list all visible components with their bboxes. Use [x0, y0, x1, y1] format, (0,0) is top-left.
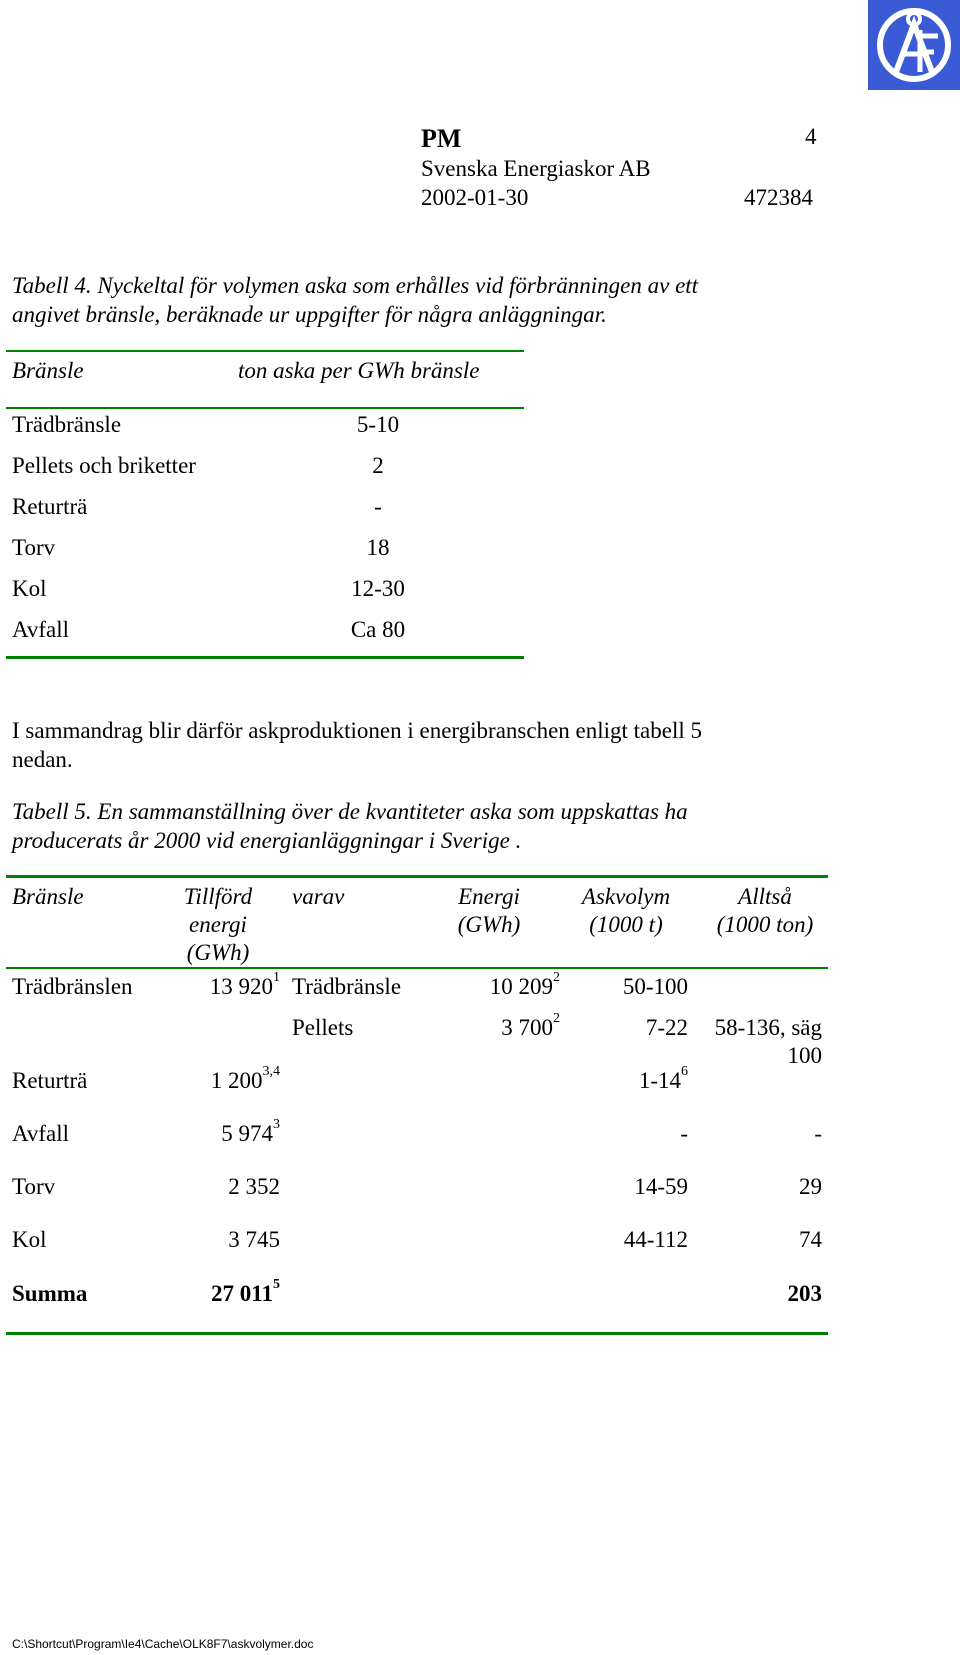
- table4-fuel-3: Torv: [12, 535, 56, 560]
- table4-fuel-5: Avfall: [12, 617, 70, 642]
- table5-head-rule: [6, 967, 828, 969]
- af-logo-icon: [868, 0, 960, 90]
- table5-supplied-summa: 27 $011^5$: [211, 1277, 280, 1306]
- table4-value-4: 12-30: [351, 576, 405, 601]
- table5-total-wood-1: 58-136, säg: [714, 1015, 822, 1040]
- table5-fuel-summa: Summa: [12, 1281, 88, 1306]
- summary-paragraph: [12, 716, 892, 774]
- table5-fuel-tradbranslen: Trädbränslen: [12, 974, 133, 999]
- table5-total-summa: 203: [787, 1281, 822, 1306]
- table5-fuel-kol: Kol: [12, 1227, 47, 1252]
- company-name: Svenska Energiaskor AB: [421, 156, 651, 181]
- table5-supplied-kol: 3 745: [228, 1227, 280, 1252]
- table5-total-kol: 74: [799, 1227, 822, 1252]
- table5-ash-avfall: -: [680, 1121, 688, 1146]
- table5-head-supplied-2: energi: [189, 912, 247, 937]
- table5-sub-pellets: Pellets: [292, 1015, 354, 1040]
- table5-fuel-torv: Torv: [12, 1174, 56, 1199]
- table5-head-total-2: (1000 ton): [716, 912, 814, 937]
- table4-value-1: 2: [372, 453, 384, 478]
- table5-ash-torv: 14-59: [634, 1174, 688, 1199]
- table5-head-ash-1: Askvolym: [581, 884, 671, 909]
- table4-value-2: -: [374, 494, 382, 519]
- table5-total-wood-2: 100: [787, 1043, 822, 1068]
- document-date: 2002-01-30: [421, 185, 529, 210]
- table4-caption-line1: Tabell 4. Nyckeltal för volymen aska som erhålles vid förbränningen av ett: [12, 273, 699, 298]
- table5-head-ash-2: (1000 t): [589, 912, 663, 937]
- table4-caption: [12, 271, 912, 329]
- footer-file-path: C:\Shortcut\Program\Ie4\Cache\OLK8F7\askvolymer.doc: [12, 1637, 314, 1651]
- table4-top-rule: [6, 350, 524, 352]
- doc-type: PM: [421, 124, 462, 153]
- table5-caption: [12, 797, 912, 855]
- table5-head-total-1: Alltså: [738, 884, 792, 909]
- table5-ash-returtra: $1-14^6$: [638, 1064, 688, 1093]
- table5-ash-tradbransle: 50-100: [622, 974, 688, 999]
- table5-ash-kol: 44-112: [623, 1227, 688, 1252]
- table5-head-fuel: Bränsle: [12, 884, 84, 909]
- table5-total-torv: 29: [799, 1174, 822, 1199]
- table5-head-supplied-1: Tillförd: [183, 884, 253, 909]
- table5-caption-line2: producerats år 2000 vid energianläggningar i Sverige .: [12, 828, 522, 853]
- table4-fuel-0: Trädbränsle: [12, 412, 122, 437]
- table5-head-of-which: varav: [292, 884, 345, 909]
- table5-total-avfall: -: [814, 1121, 822, 1146]
- table5-supplied-tradbranslen: 13 $920^1$: [209, 970, 280, 999]
- table4-head-rule: [6, 407, 524, 409]
- page-number: 4: [805, 124, 817, 149]
- table5-fuel-avfall: Avfall: [12, 1121, 70, 1146]
- table5-supplied-torv: 2 352: [228, 1174, 280, 1199]
- af-logo: [868, 0, 960, 90]
- table4-head-fuel: Bränsle: [12, 358, 84, 383]
- table4-value-3: 18: [366, 535, 390, 560]
- table4-head-value: ton aska per GWh bränsle: [238, 358, 480, 383]
- table5-ash-pellets: 7-22: [645, 1015, 688, 1040]
- table4-fuel-4: Kol: [12, 576, 47, 601]
- table4-fuel-2: Returträ: [12, 494, 88, 519]
- table5-fuel-returtra: Returträ: [12, 1068, 88, 1093]
- table5-bottom-rule: [6, 1332, 828, 1335]
- table5-energy-pellets: 3 $700^2$: [501, 1011, 560, 1040]
- table4-value-5: Ca 80: [350, 617, 406, 642]
- table4-bottom-rule: [6, 656, 524, 659]
- table5-head-energy-1: Energi: [458, 884, 520, 909]
- summary-paragraph-line2: nedan.: [12, 747, 73, 772]
- table5-head-supplied-3: (GWh): [186, 940, 250, 965]
- table5-supplied-avfall: 5 $974^3$: [221, 1117, 280, 1146]
- summary-paragraph-line1: I sammandrag blir därför askproduktionen i energibranschen enligt tabell 5: [12, 718, 702, 743]
- table5-supplied-returtra: 1 200$^{3,4}$: [210, 1064, 280, 1093]
- table4-value-0: 5-10: [356, 412, 400, 437]
- table4-fuel-1: Pellets och briketter: [12, 453, 196, 478]
- table5-head-energy-2: (GWh): [457, 912, 521, 937]
- table4-caption-line2: angivet bränsle, beräknade ur uppgifter för några anläggningar.: [12, 302, 607, 327]
- table5-top-rule: [6, 875, 828, 878]
- table5-energy-tradbransle: 10 $209^2$: [489, 970, 560, 999]
- table5-caption-line1: Tabell 5. En sammanställning över de kvantiteter aska som uppskattas ha: [12, 799, 688, 824]
- table5-sub-tradbransle: Trädbränsle: [292, 974, 402, 999]
- project-number: 472384: [744, 185, 813, 210]
